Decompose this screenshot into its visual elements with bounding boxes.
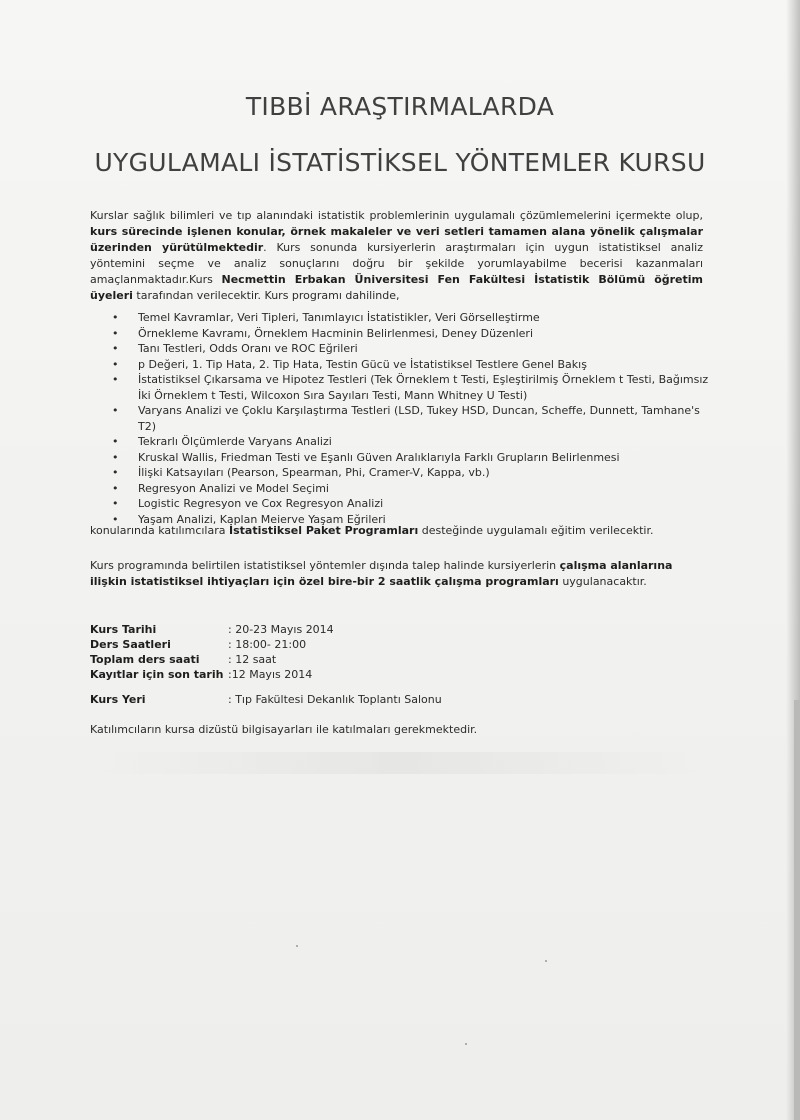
course-hours-label: Ders Saatleri [90, 638, 171, 651]
list-item: • Logistic Regresyon ve Cox Regresyon Analizi [112, 496, 712, 512]
intro-bold-1: kurs sürecinde işlenen konular, örnek makaleler ve veri setleri tamamen alana yönelik çalışmalar üzerinden yürütülmektedir [90, 225, 703, 254]
course-location [90, 692, 442, 707]
scan-edge-strip [794, 700, 800, 1120]
course-hours-row [90, 637, 334, 652]
extra-text-1: Kurs programında belirtilen istatistiksel yöntemler dışında talep halinde kursiyerlerin [90, 559, 560, 572]
package-text-1: konularında katılımcılara [90, 524, 229, 537]
registration-deadline-row [90, 667, 334, 682]
scan-shadow [80, 752, 720, 774]
course-place-label: Kurs Yeri [90, 693, 146, 706]
course-place-row [90, 692, 442, 707]
registration-deadline-value: :12 Mayıs 2014 [228, 668, 313, 681]
course-schedule [90, 622, 334, 682]
extra-bold: çalışma alanlarına ilişkin istatistiksel ihtiyaçları için özel bire-bir 2 saatlik çalışma programları [90, 559, 673, 588]
total-hours-label: Toplam ders saati [90, 653, 200, 666]
registration-deadline-label: Kayıtlar için son tarih [90, 668, 224, 681]
list-item: • Varyans Analizi ve Çoklu Karşılaştırma Testleri (LSD, Tukey HSD, Duncan, Scheffe, Dunnett, Tamhane's T2) [112, 403, 712, 434]
course-hours-value: : 18:00- 21:00 [228, 638, 307, 651]
list-item: • p Değeri, 1. Tip Hata, 2. Tip Hata, Testin Gücü ve İstatistiksel Testlere Genel Bakış [112, 357, 712, 373]
course-place-value: : Tıp Fakültesi Dekanlık Toplantı Salonu [228, 693, 442, 706]
scan-speck [545, 960, 547, 962]
list-item: • Tanı Testleri, Odds Oranı ve ROC Eğrileri [112, 341, 712, 357]
intro-text-3: tarafından verilecektir. Kurs programı dahilinde, [132, 289, 400, 302]
course-date-row [90, 622, 334, 637]
list-item: • İlişki Katsayıları (Pearson, Spearman, Phi, Cramer-V, Kappa, vb.) [112, 465, 712, 481]
intro-paragraph [90, 208, 703, 304]
intro-text-1: Kurslar sağlık bilimleri ve tıp alanındaki istatistik problemlerinin uygulamalı çözümlemelerini içermekte olup, [90, 209, 703, 222]
intro-text-2: . Kurs sonunda kursiyerlerin araştırmaları için uygun istatistiksel analiz yöntemini seçme ve analiz sonuçlarını doğru bir şekilde yorumlayabilme becerisi kazanmaları amaçlanmaktadır.Kurs [90, 241, 703, 286]
package-paragraph [90, 523, 710, 539]
list-item: • Kruskal Wallis, Friedman Testi ve Eşanlı Güven Aralıklarıyla Farklı Grupların Belirlenmesi [112, 450, 712, 466]
document-title-line1: TIBBİ ARAŞTIRMALARDA [245, 92, 555, 121]
list-item: • Regresyon Analizi ve Model Seçimi [112, 481, 712, 497]
package-text-2: desteğinde uygulamalı eğitim verilecektir. [418, 524, 654, 537]
scan-speck [465, 1043, 467, 1045]
document-title-line2: UYGULAMALI İSTATİSTİKSEL YÖNTEMLER KURSU [94, 148, 706, 177]
list-item: • İstatistiksel Çıkarsama ve Hipotez Testleri (Tek Örneklem t Testi, Eşleştirilmiş Örneklem t Testi, Bağımsız İki Örneklem t Testi, Wilcoxon Sıra Sayıları Testi, Mann Whitney U Testi) [112, 372, 712, 403]
list-item: • Yaşam Analizi, Kaplan Meierve Yaşam Eğrileri [112, 512, 712, 528]
total-hours-value: : 12 saat [228, 653, 277, 666]
course-date-label: Kurs Tarihi [90, 623, 157, 636]
intro-bold-2: Necmettin Erbakan Üniversitesi Fen Fakültesi İstatistik Bölümü öğretim üyeleri [90, 273, 704, 302]
total-hours-row [90, 652, 334, 667]
scan-speck [296, 945, 298, 947]
extra-paragraph [90, 558, 710, 590]
topic-list [112, 310, 712, 527]
list-item: • Temel Kavramlar, Veri Tipleri, Tanımlayıcı İstatistikler, Veri Görselleştirme [112, 310, 712, 326]
list-item: • Tekrarlı Ölçümlerde Varyans Analizi [112, 434, 712, 450]
course-date-value: : 20-23 Mayıs 2014 [228, 623, 334, 636]
list-item: • Örnekleme Kavramı, Örneklem Hacminin Belirlenmesi, Deney Düzenleri [112, 326, 712, 342]
laptop-note: Katılımcıların kursa dizüstü bilgisayarları ile katılmaları gerekmektedir. [90, 723, 478, 736]
package-bold: İstatistiksel Paket Programları [229, 524, 419, 537]
extra-text-2: uygulanacaktır. [558, 575, 647, 588]
